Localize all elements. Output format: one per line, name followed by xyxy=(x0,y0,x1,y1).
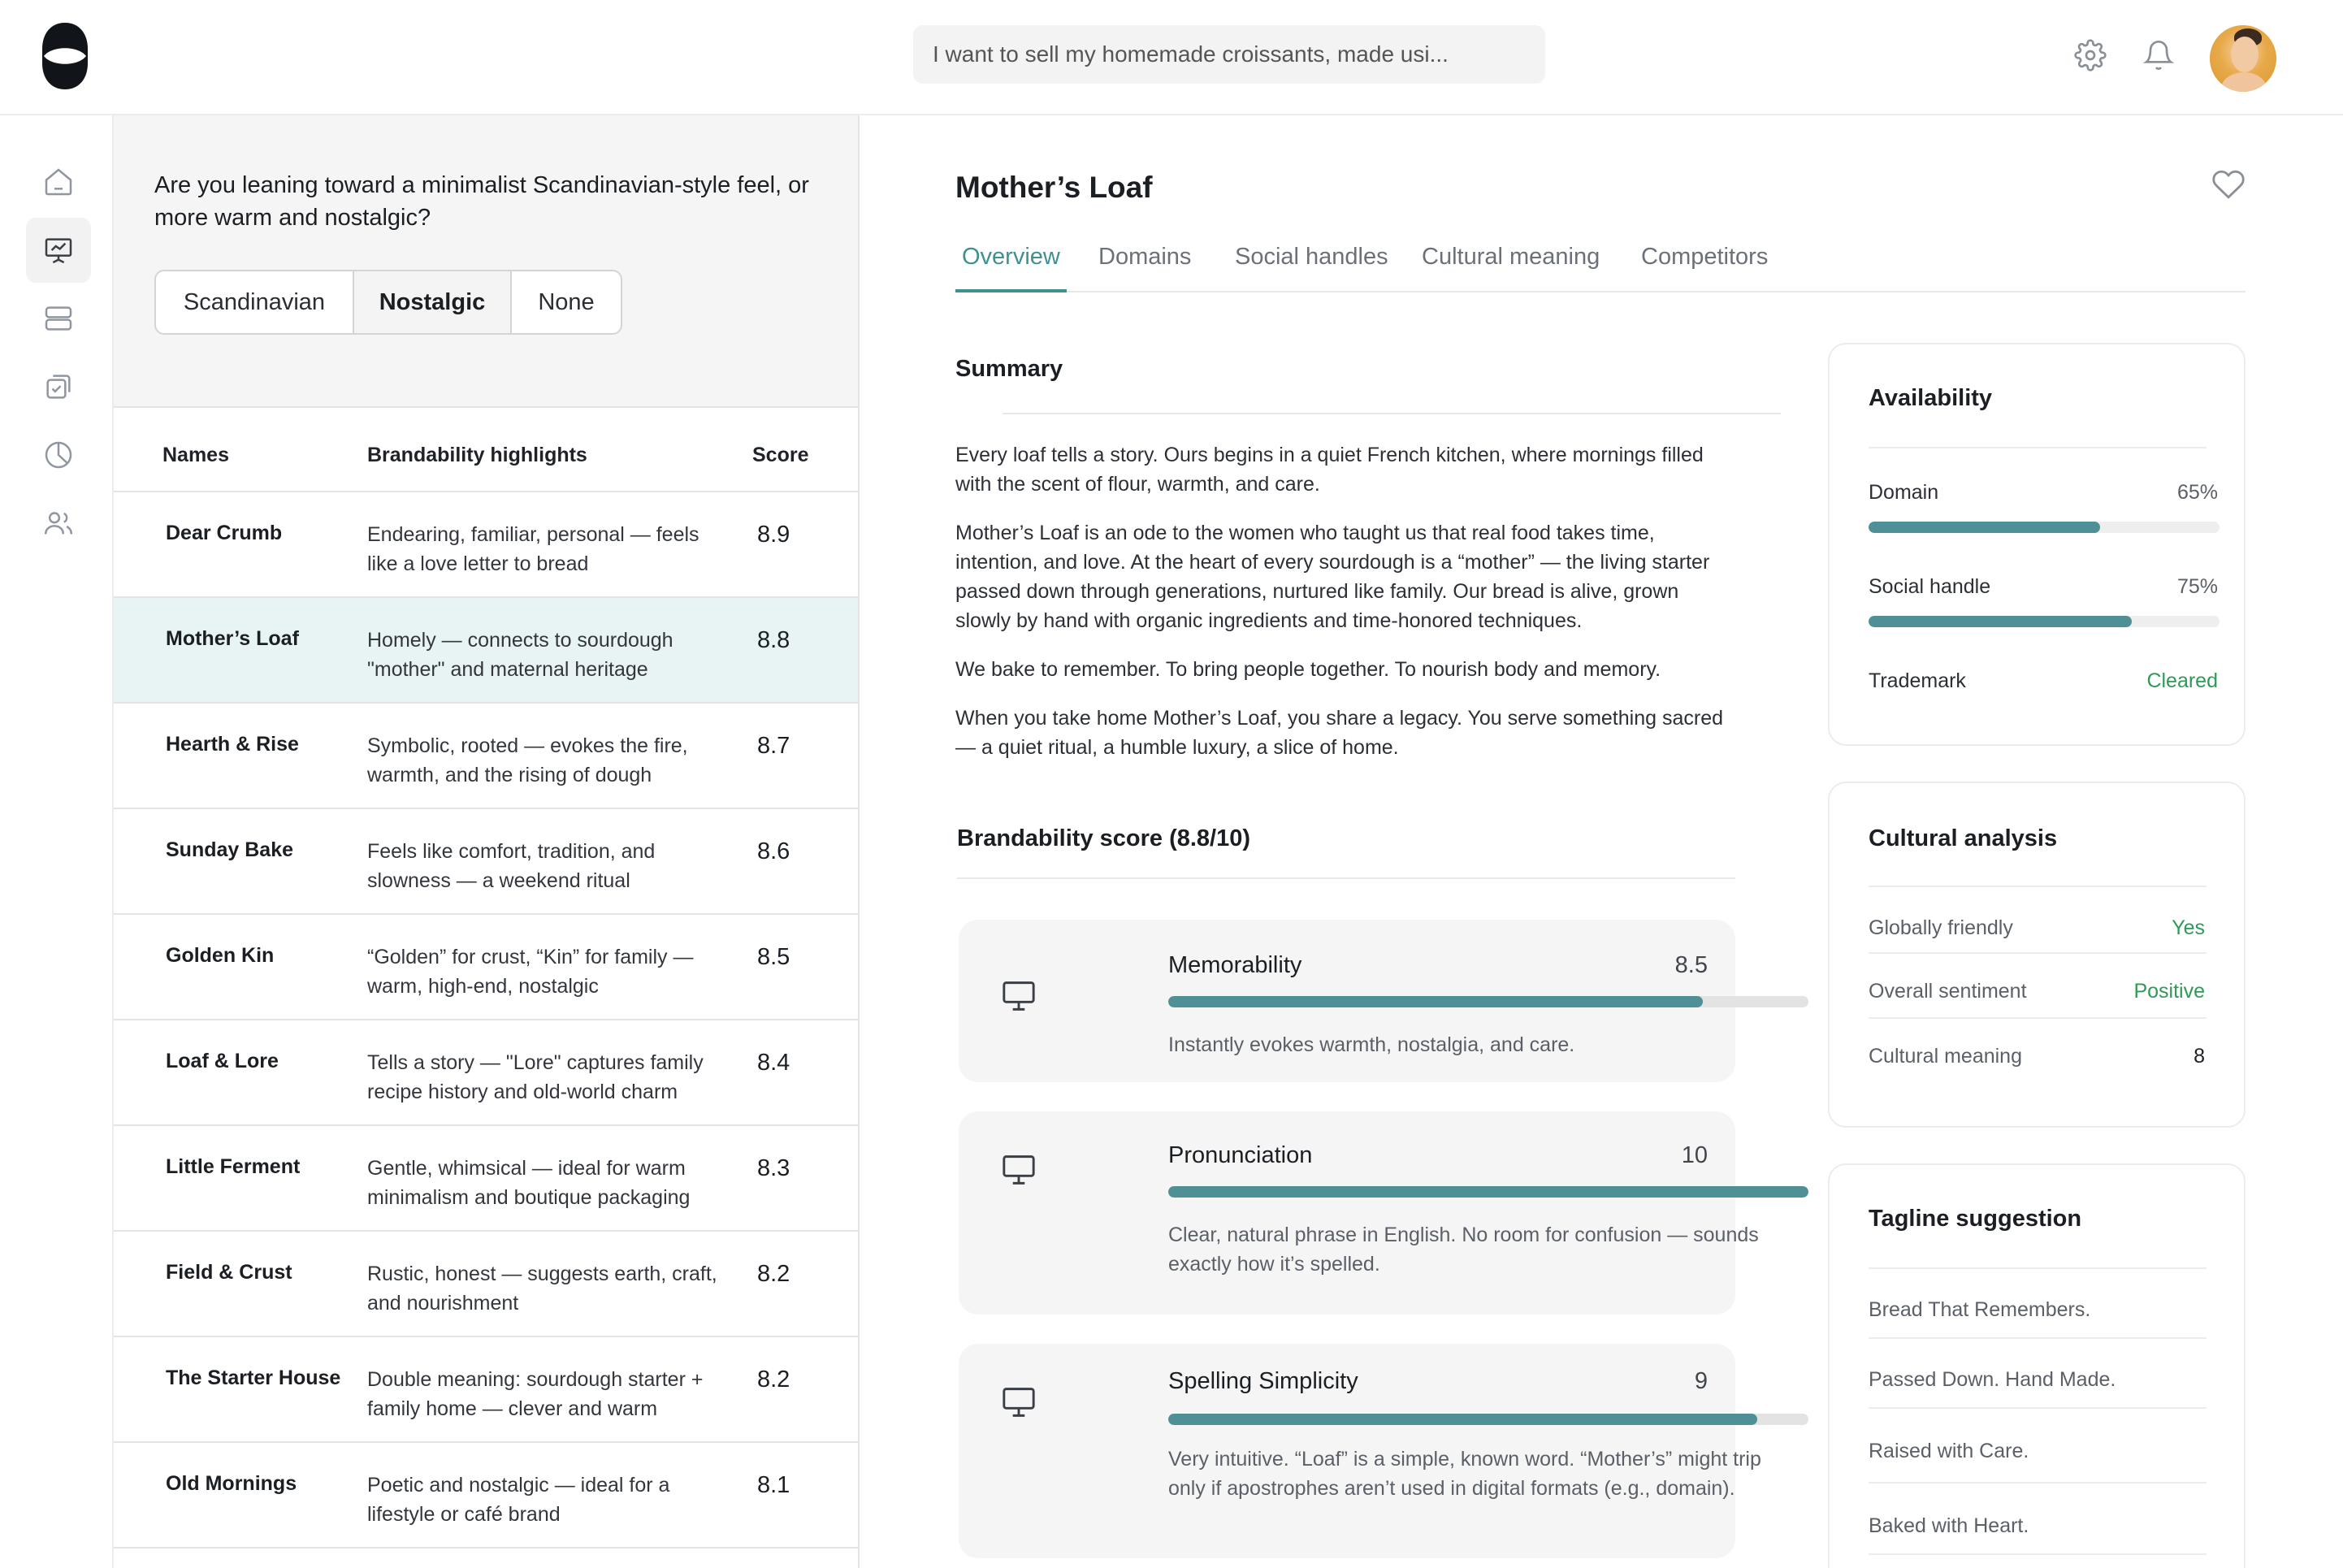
brandability-divider xyxy=(957,877,1735,879)
metric-progress-fill xyxy=(1168,1414,1757,1425)
row-score: 8.3 xyxy=(757,1155,790,1181)
summary-paragraph: Every loaf tells a story. Ours begins in a quiet French kitchen, where mornings filled with the scent of flour, warmth, and care. xyxy=(955,444,1704,496)
row-name: Little Ferment xyxy=(166,1155,301,1178)
row-highlight: “Golden” for crust, “Kin” for family — warm, high-end, nostalgic xyxy=(367,946,694,998)
summary-paragraph: Mother’s Loaf is an ode to the women who taught us that real food takes time, intention, and love. At the heart of every sourdough is a “mother” — the living starter passed down through generations, nurtured like family. Our bread is alive, grown slowly by hand with organic ingredients and time-honored techniques. xyxy=(955,522,1710,632)
metric-label: Pronunciation xyxy=(1168,1142,1313,1168)
row-highlight: Gentle, whimsical — ideal for warm minimalism and boutique packaging xyxy=(367,1157,691,1209)
tagline-item[interactable]: Passed Down. Hand Made. xyxy=(1869,1368,2116,1391)
availability-divider xyxy=(1869,447,2207,448)
tagline-item[interactable]: Baked with Heart. xyxy=(1869,1514,2029,1537)
row-name: The Starter House xyxy=(166,1367,341,1389)
metric-label: Spelling Simplicity xyxy=(1168,1368,1358,1394)
tagline-divider xyxy=(1869,1337,2207,1339)
trademark-status: Cleared xyxy=(2146,669,2218,692)
tagline-item[interactable]: Raised with Care. xyxy=(1869,1440,2029,1462)
row-score: 8.4 xyxy=(757,1050,790,1076)
metric-progress-track xyxy=(1168,1414,1808,1425)
trademark-label: Trademark xyxy=(1869,669,1966,692)
gear-icon[interactable] xyxy=(2074,39,2107,71)
metric-description: Very intuitive. “Loaf” is a simple, known word. “Mother’s” might trip only if apostrophes aren’t used in digital formats (e.g., domain). xyxy=(1168,1448,1761,1500)
tagline-divider xyxy=(1869,1553,2207,1555)
metric-label: Memorability xyxy=(1168,952,1302,978)
metric-progress-fill xyxy=(1168,996,1703,1007)
metric-description: Clear, natural phrase in English. No room for confusion — sounds exactly how it’s spelled. xyxy=(1168,1224,1759,1276)
tagline-suggestion-card xyxy=(1828,1163,2246,1568)
row-highlight: Homely — connects to sourdough "mother" and maternal heritage xyxy=(367,629,673,681)
search-input[interactable]: I want to sell my homemade croissants, made usi... xyxy=(913,25,1545,84)
sidebar-item-home[interactable] xyxy=(26,149,91,214)
row-name: Dear Crumb xyxy=(166,522,283,544)
row-score: 8.1 xyxy=(757,1472,790,1498)
names-panel xyxy=(114,115,860,1568)
monitor-icon xyxy=(1001,1154,1037,1186)
row-name: Loaf & Lore xyxy=(166,1050,279,1072)
metric-score: 8.5 xyxy=(1674,952,1708,978)
domain-value: 65% xyxy=(2176,481,2218,504)
row-score: 8.2 xyxy=(757,1261,790,1287)
row-score: 8.6 xyxy=(757,838,790,864)
monitor-icon xyxy=(1001,980,1037,1012)
cultural-analysis-title: Cultural analysis xyxy=(1869,825,2058,851)
column-header-highlights[interactable]: Brandability highlights xyxy=(367,444,587,466)
sidebar-item-stack[interactable] xyxy=(26,286,91,351)
users-icon xyxy=(42,507,75,539)
home-icon xyxy=(42,166,75,198)
row-name: Field & Crust xyxy=(166,1261,292,1284)
column-header-score[interactable]: Score xyxy=(752,444,809,466)
availability-title: Availability xyxy=(1869,385,1993,411)
question-text: Are you leaning toward a minimalist Scandinavian-style feel, or more warm and nostalgic? xyxy=(154,172,809,231)
metric-progress-track xyxy=(1168,1186,1808,1198)
cultural-divider xyxy=(1869,886,2207,887)
summary-paragraph: When you take home Mother’s Loaf, you share a legacy. You serve something sacred — a quiet ritual, a humble luxury, a slice of home. xyxy=(955,707,1723,759)
tagline-title: Tagline suggestion xyxy=(1869,1206,2082,1232)
table-row[interactable] xyxy=(114,1020,858,1126)
monitor-icon xyxy=(1001,1386,1037,1419)
cultural-divider xyxy=(1869,1017,2207,1019)
row-name: Mother’s Loaf xyxy=(166,627,299,650)
metric-progress-track xyxy=(1168,996,1808,1007)
social-handle-progress-track xyxy=(1869,616,2220,627)
sidebar-item-analytics[interactable] xyxy=(26,422,91,487)
table-row[interactable] xyxy=(114,1443,858,1549)
row-score: 8.9 xyxy=(757,522,790,548)
row-highlight: Rustic, honest — suggests earth, craft, and nourishment xyxy=(367,1263,717,1315)
row-name: Golden Kin xyxy=(166,944,275,967)
table-row[interactable] xyxy=(114,915,858,1020)
cultural-meaning-value: 8 xyxy=(2194,1045,2205,1068)
social-handle-value: 75% xyxy=(2176,575,2218,598)
detail-tabs xyxy=(955,236,2246,292)
metric-card-spelling-simplicity xyxy=(959,1344,1761,1558)
tab-domains[interactable]: Domains xyxy=(1098,244,1192,270)
bell-icon[interactable] xyxy=(2142,39,2175,71)
table-row[interactable] xyxy=(114,704,858,809)
question-card xyxy=(114,115,858,408)
sidebar-item-presentation[interactable] xyxy=(26,218,91,283)
tab-overview[interactable]: Overview xyxy=(955,236,1067,292)
names-table-header xyxy=(114,408,858,492)
summary-paragraph: We bake to remember. To bring people together. To nourish body and memory. xyxy=(955,658,1661,681)
sidebar-item-checklist[interactable] xyxy=(26,354,91,419)
row-highlight: Endearing, familiar, personal — feels like a love letter to bread xyxy=(367,523,699,575)
option-none-button[interactable]: None xyxy=(538,288,595,315)
tab-cultural-meaning[interactable]: Cultural meaning xyxy=(1422,244,1600,270)
metric-progress-fill xyxy=(1168,1186,1808,1198)
row-highlight: Double meaning: sourdough starter + family home — clever and warm xyxy=(367,1368,704,1420)
domain-progress-fill xyxy=(1869,522,2100,533)
sidebar-item-users[interactable] xyxy=(26,491,91,556)
row-highlight: Poetic and nostalgic — ideal for a lifestyle or café brand xyxy=(367,1474,670,1526)
metric-description: Instantly evokes warmth, nostalgia, and care. xyxy=(1168,1033,1575,1056)
user-avatar[interactable] xyxy=(2210,25,2276,92)
option-nostalgic-button[interactable]: Nostalgic xyxy=(354,271,512,333)
summary-divider xyxy=(1003,413,1781,414)
domain-progress-track xyxy=(1869,522,2220,533)
row-highlight: Tells a story — "Lore" captures family recipe history and old-world charm xyxy=(367,1051,704,1103)
sidebar-nav xyxy=(0,115,114,1568)
overall-sentiment-label: Overall sentiment xyxy=(1869,980,2027,1003)
table-row[interactable] xyxy=(114,809,858,915)
page-title: Mother’s Loaf xyxy=(955,171,1153,204)
style-option-group xyxy=(154,270,622,335)
row-score: 8.5 xyxy=(757,944,790,970)
globally-friendly-label: Globally friendly xyxy=(1869,916,2013,939)
row-highlight: Feels like comfort, tradition, and slowness — a weekend ritual xyxy=(367,840,656,892)
row-score: 8.8 xyxy=(757,627,790,653)
row-name: Hearth & Rise xyxy=(166,733,299,756)
avatar-shoulders xyxy=(2221,72,2267,92)
globally-friendly-value: Yes xyxy=(2172,916,2205,939)
brandability-heading: Brandability score (8.8/10) xyxy=(957,825,1251,851)
overall-sentiment-value: Positive xyxy=(2133,980,2205,1003)
row-score: 8.7 xyxy=(757,733,790,759)
domain-label: Domain xyxy=(1869,481,1939,504)
tab-social-handles[interactable]: Social handles xyxy=(1235,244,1388,270)
row-name: Sunday Bake xyxy=(166,838,294,861)
cultural-meaning-label: Cultural meaning xyxy=(1869,1045,2022,1068)
metric-card-memorability xyxy=(959,920,1735,1082)
table-row[interactable] xyxy=(114,1337,858,1443)
top-bar xyxy=(0,0,2343,115)
metric-score: 10 xyxy=(1681,1142,1708,1168)
avatar-face xyxy=(2231,37,2259,72)
pie-chart-icon xyxy=(42,439,75,471)
cultural-divider xyxy=(1869,952,2207,954)
presentation-icon xyxy=(42,234,75,266)
tab-competitors[interactable]: Competitors xyxy=(1641,244,1769,270)
availability-card xyxy=(1828,343,2246,746)
tagline-divider xyxy=(1869,1482,2207,1484)
metric-card-pronunciation xyxy=(959,1111,1759,1315)
social-handle-progress-fill xyxy=(1869,616,2132,627)
column-header-names[interactable]: Names xyxy=(162,444,229,466)
cultural-analysis-card xyxy=(1828,782,2246,1128)
tagline-divider xyxy=(1869,1407,2207,1409)
metric-score: 9 xyxy=(1694,1368,1708,1394)
brand-logo-icon[interactable] xyxy=(41,21,89,91)
tagline-divider xyxy=(1869,1267,2207,1269)
table-row[interactable] xyxy=(114,1126,858,1232)
checklist-icon xyxy=(42,370,75,403)
name-detail-panel xyxy=(860,115,2343,1568)
table-row-selected[interactable] xyxy=(114,598,858,704)
table-row[interactable] xyxy=(114,1232,858,1337)
row-highlight: Symbolic, rooted — evokes the fire, warmth, and the rising of dough xyxy=(367,734,688,786)
heart-icon[interactable] xyxy=(2211,167,2246,201)
tagline-item[interactable]: Bread That Remembers. xyxy=(1869,1298,2091,1321)
table-row[interactable] xyxy=(114,492,858,598)
summary-heading: Summary xyxy=(955,356,1063,382)
row-score: 8.2 xyxy=(757,1367,790,1393)
social-handle-label: Social handle xyxy=(1869,575,1991,598)
stack-icon xyxy=(42,302,75,335)
row-name: Old Mornings xyxy=(166,1472,297,1495)
option-scandinavian-button[interactable]: Scandinavian xyxy=(156,271,354,333)
